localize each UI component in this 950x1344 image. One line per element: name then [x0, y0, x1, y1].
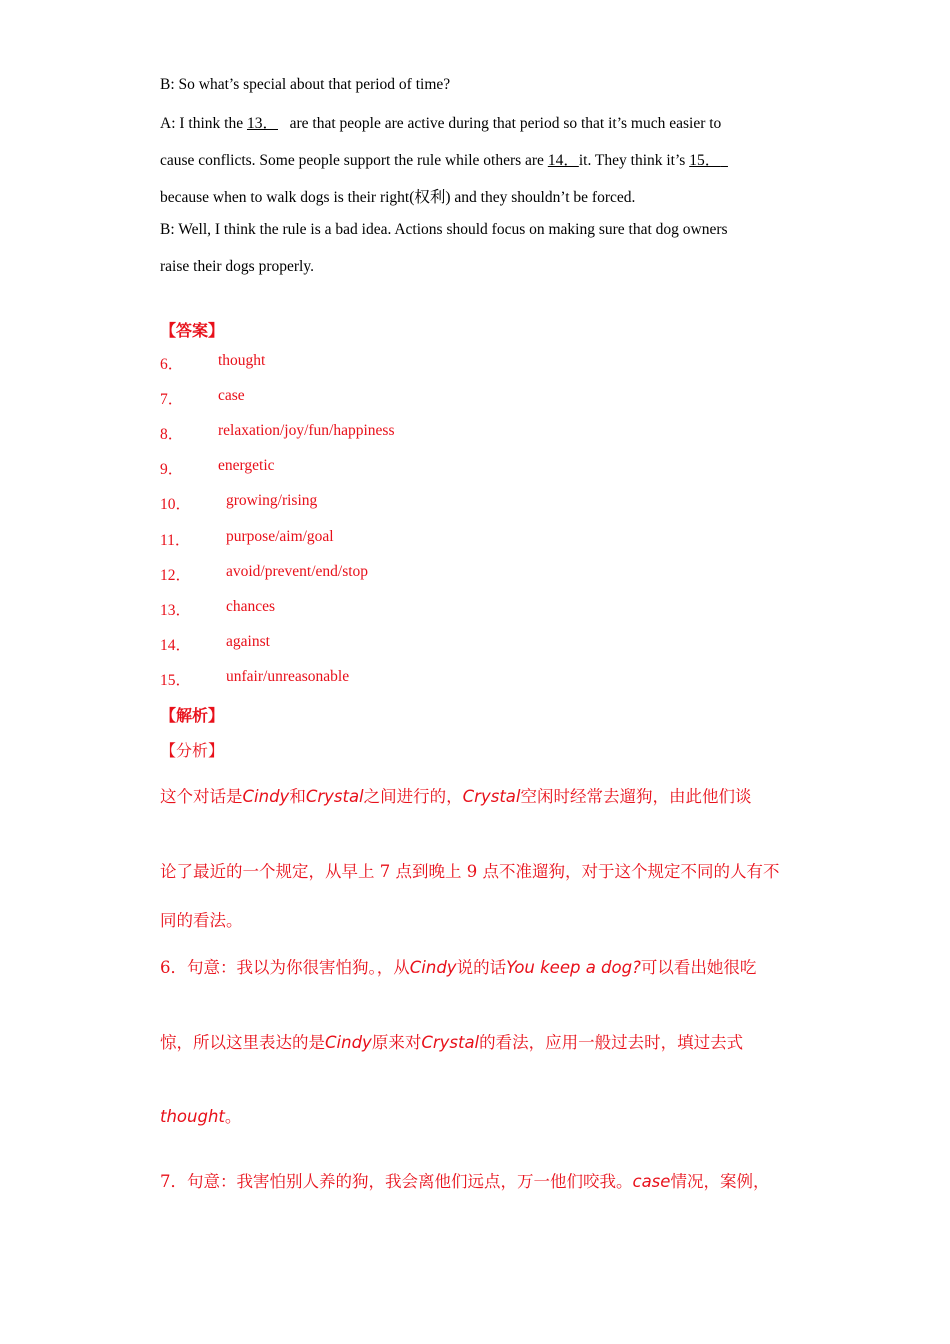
- dialogue-line-a1: [160, 111, 721, 133]
- text: 的看法，应用一般过去时，填过去式: [479, 1033, 744, 1052]
- answer-value: unfair/unreasonable: [226, 668, 350, 685]
- name-cindy: Cindy: [409, 958, 457, 977]
- dialogue-line-b2: B: Well, I think the rule is a bad idea. Actions should focus on making sure that dog owners: [160, 221, 728, 238]
- answer-number: 14．: [160, 637, 192, 654]
- answer-value: relaxation/joy/fun/happiness: [218, 422, 395, 439]
- answer-number: 11．: [160, 532, 191, 549]
- text: 和: [289, 787, 306, 806]
- name-crystal: Crystal: [305, 787, 364, 806]
- text: 7．句意：我害怕别人养的狗，我会离他们远点，万一他们咬我。: [160, 1172, 633, 1191]
- text: 惊，所以这里表达的是: [160, 1033, 325, 1052]
- analysis-para-line3: 同的看法。: [160, 911, 243, 930]
- analysis-heading: 【解析】: [160, 708, 225, 725]
- name-cindy: Cindy: [242, 787, 290, 806]
- answer-value: growing/rising: [226, 492, 318, 509]
- analysis-q6-line2: [160, 1029, 743, 1053]
- blank-13: 13．: [246, 115, 278, 132]
- text: are that people are active during that period so that it’s much easier to: [285, 115, 722, 132]
- dialogue-line-a2: [160, 148, 728, 170]
- text: it. They think it’s: [578, 152, 690, 169]
- text: cause conflicts. Some people support the rule while others are: [160, 152, 548, 169]
- dialogue-line-a3: because when to walk dogs is their right(权利) and they shouldn’t be forced.: [160, 189, 636, 206]
- answer-value: against: [226, 633, 270, 650]
- blank-15: 15．: [689, 152, 721, 169]
- answer-number: 13．: [160, 602, 192, 619]
- answer-number: 10．: [160, 496, 192, 513]
- answer-value: thought: [218, 352, 266, 369]
- dialogue-line-b1: B: So what’s special about that period of time?: [160, 76, 451, 93]
- answer-number: 7．: [160, 391, 184, 408]
- text: 说的话: [456, 958, 507, 977]
- answer-number: 15．: [160, 672, 192, 689]
- name-crystal: Crystal: [462, 787, 521, 806]
- answer-value: chances: [226, 598, 276, 615]
- text: A: I think the: [160, 115, 247, 132]
- answer-number: 6．: [160, 356, 184, 373]
- text: 情况，案例，: [670, 1172, 770, 1191]
- text: 原来对: [371, 1033, 422, 1052]
- answer-value: avoid/prevent/end/stop: [226, 563, 369, 580]
- text: 。: [224, 1107, 242, 1126]
- answer-heading: 【答案】: [160, 323, 225, 340]
- answer-word: thought: [160, 1107, 225, 1126]
- analysis-q7-line1: [160, 1168, 769, 1192]
- text: 可以看出她很吃: [640, 958, 757, 977]
- analysis-subheading: 【分析】: [160, 743, 225, 760]
- answer-value: purpose/aim/goal: [226, 528, 334, 545]
- analysis-q6-line1: [160, 954, 756, 978]
- answer-number: 8．: [160, 426, 184, 443]
- blank-15-pad: [720, 152, 728, 169]
- answer-word: case: [632, 1172, 671, 1191]
- name-cindy: Cindy: [325, 1033, 372, 1052]
- answer-number: 9．: [160, 461, 184, 478]
- analysis-para-line1: [160, 783, 752, 807]
- text: 空闲时经常去遛狗，由此他们谈: [520, 787, 752, 806]
- answer-value: energetic: [218, 457, 275, 474]
- dialogue-line-b3: raise their dogs properly.: [160, 258, 314, 275]
- text: [278, 115, 286, 132]
- analysis-para-line2: 论了最近的一个规定，从早上 7 点到晚上 9 点不准遛狗，对于这个规定不同的人有不: [160, 862, 780, 881]
- answer-value: case: [218, 387, 245, 404]
- blank-14: 14．: [547, 152, 579, 169]
- text: 这个对话是: [160, 787, 243, 806]
- answer-number: 12．: [160, 567, 192, 584]
- text: 6．句意：我以为你很害怕狗。，从: [160, 958, 410, 977]
- text: 之间进行的，: [363, 787, 463, 806]
- analysis-q6-line3: [160, 1103, 241, 1127]
- quote: You keep a dog?: [506, 958, 641, 977]
- name-crystal: Crystal: [421, 1033, 480, 1052]
